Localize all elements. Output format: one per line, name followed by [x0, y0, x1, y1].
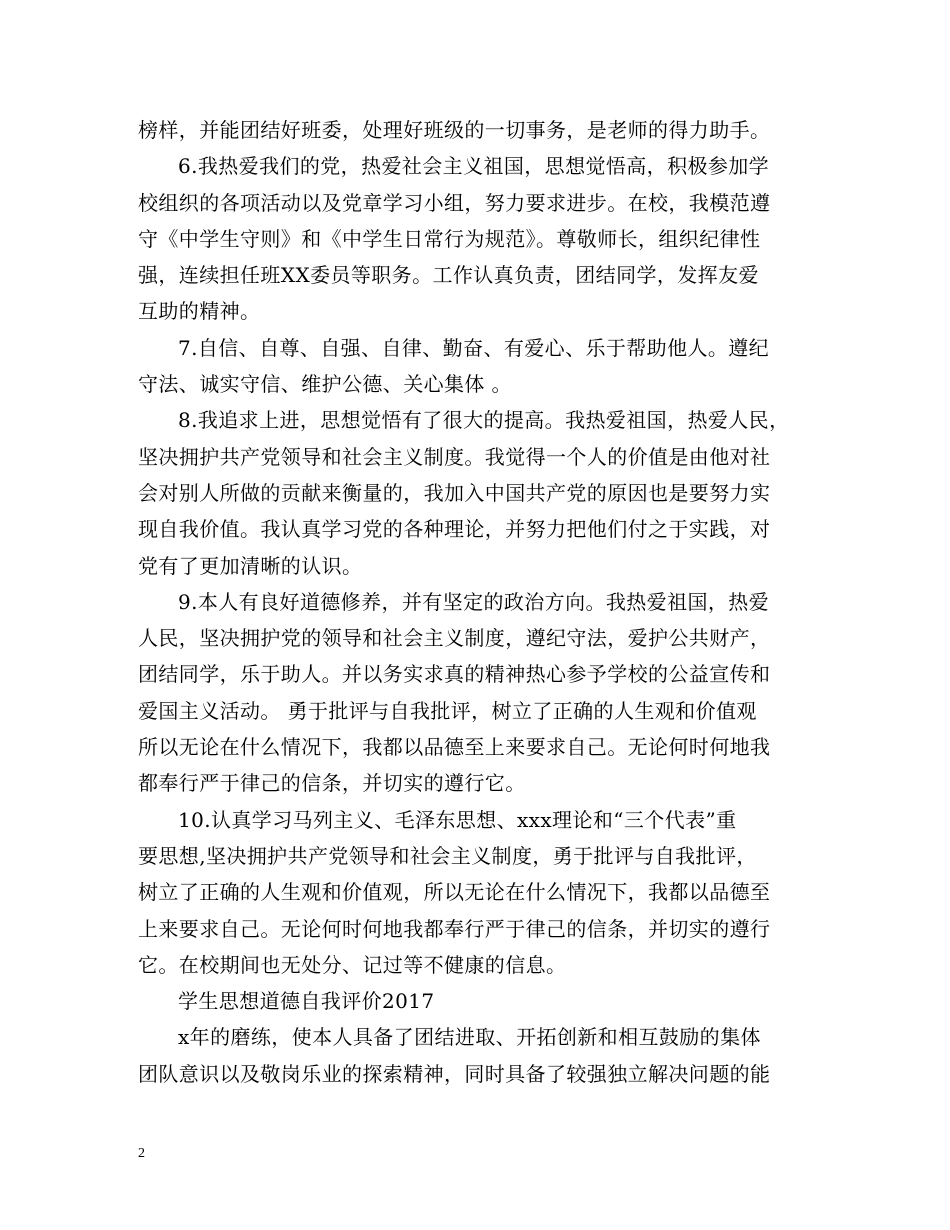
text-line: 所以无论在什么情况下，我都以品德至上来要求自己。无论何时何地我: [138, 735, 771, 760]
section-heading: 学生思想道德自我评价2017: [178, 989, 435, 1014]
text-line: 校组织的各项活动以及党章学习小组，努力要求进步。在校，我模范遵: [138, 190, 771, 215]
text-line: 坚决拥护共产党领导和社会主义制度。我觉得一个人的价值是由他对社: [138, 444, 771, 469]
paragraph-7-start: 7.自信、自尊、自强、自律、勤奋、有爱心、乐于帮助他人。遵纪: [178, 335, 770, 360]
document-body: [138, 112, 818, 1092]
text-line: 强，连续担任班XX委员等职务。工作认真负责，团结同学，发挥友爱: [138, 263, 759, 288]
paragraph-9-start: 9.本人有良好道德修养，并有坚定的政治方向。我热爱祖国，热爱: [178, 589, 770, 614]
text-line: 守法、诚实守信、维护公德、关心集体 。: [138, 372, 512, 397]
page-number: 2: [138, 1146, 145, 1161]
text-line: 人民，坚决拥护党的领导和社会主义制度，遵纪守法，爱护公共财产，: [138, 626, 771, 651]
text-line: 都奉行严于律己的信条，并切实的遵行它。: [138, 771, 526, 796]
text-line: 它。在校期间也无处分、记过等不健康的信息。: [138, 952, 567, 977]
paragraph-intro-start: x年的磨练，使本人具备了团结进取、开拓创新和相互鼓励的集体: [178, 1025, 761, 1050]
text-line: 要思想,坚决拥护共产党领导和社会主义制度，勇于批评与自我批评，: [138, 843, 757, 868]
paragraph-6-start: 6.我热爱我们的党，热爱社会主义祖国，思想觉悟高，积极参加学: [178, 154, 770, 179]
text-line: 爱国主义活动。 勇于批评与自我批评，树立了正确的人生观和价值观: [138, 698, 757, 723]
text-line: 团队意识以及敬岗乐业的探索精神，同时具备了较强独立解决问题的能: [138, 1061, 771, 1086]
text-line: 会对别人所做的贡献来衡量的，我加入中国共产党的原因也是要努力实: [138, 480, 771, 505]
paragraph-10-start: 10.认真学习马列主义、毛泽东思想、xxx理论和“三个代表”重: [178, 807, 737, 832]
text-line: 互助的精神。: [138, 299, 261, 324]
text-line: 现自我价值。我认真学习党的各种理论，并努力把他们付之于实践，对: [138, 517, 771, 542]
text-line: 榜样，并能团结好班委，处理好班级的一切事务，是老师的得力助手。: [138, 118, 771, 142]
text-line: 树立了正确的人生观和价值观，所以无论在什么情况下，我都以品德至: [138, 880, 771, 905]
paragraph-8-start: 8.我追求上进，思想觉悟有了很大的提高。我热爱祖国，热爱人民，: [178, 408, 790, 433]
text-line: 团结同学，乐于助人。并以务实求真的精神热心参予学校的公益宣传和: [138, 662, 771, 687]
text-line: 守《中学生守则》和《中学生日常行为规范》。尊敬师长，组织纪律性: [138, 226, 761, 251]
text-line: 党有了更加清晰的认识。: [138, 553, 363, 578]
text-line: 上来要求自己。无论何时何地我都奉行严于律己的信条，并切实的遵行: [138, 916, 771, 941]
